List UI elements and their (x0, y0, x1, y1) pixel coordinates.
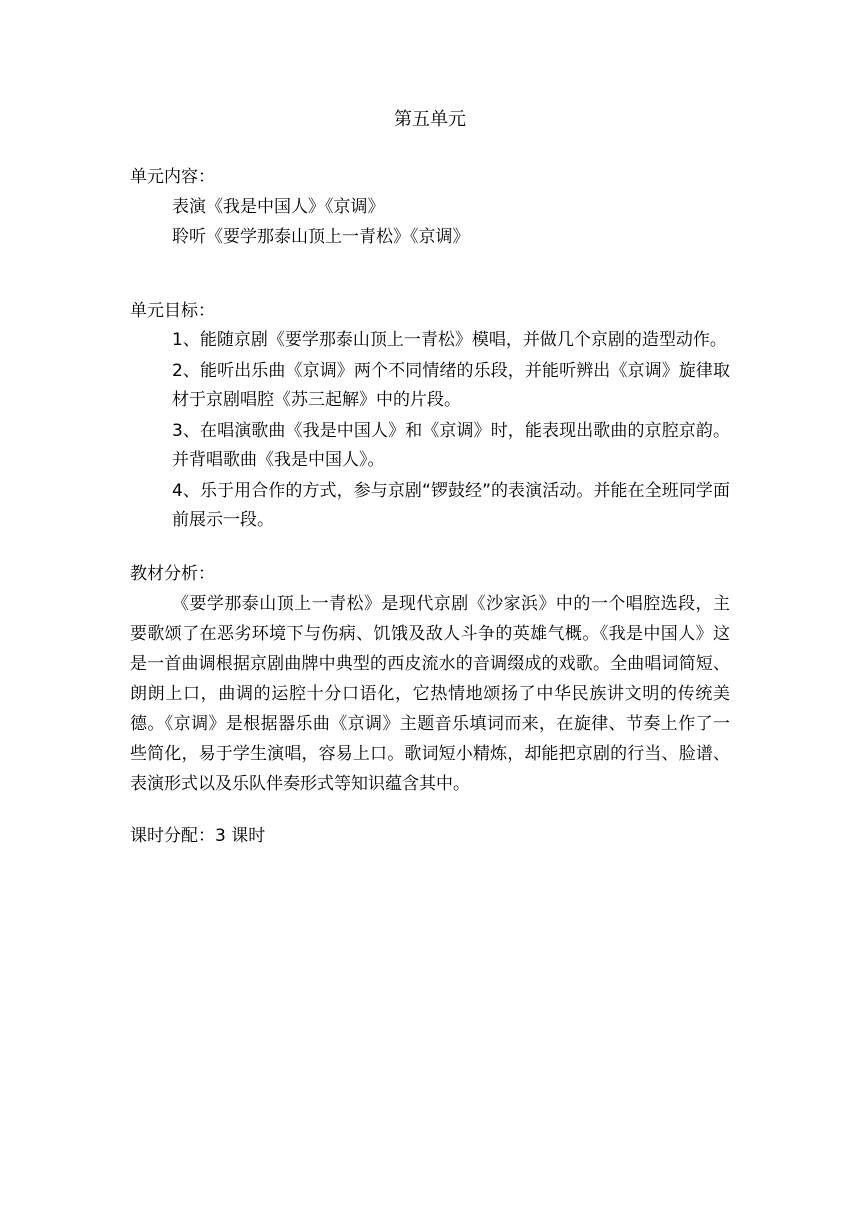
unit-content-heading: 单元内容： (130, 167, 215, 187)
unit-content-item: 聆听《要学那泰山顶上一青松》《京调》 (172, 227, 470, 247)
unit-goal-item: 1、能随京剧《要学那泰山顶上一青松》模唱，并做几个京剧的造型动作。 (172, 330, 727, 350)
section-spacer (130, 799, 730, 821)
unit-goal-item: 4、乐于用合作的方式，参与京剧“锣鼓经”的表演活动。并能在全班同学面前展示一段。 (172, 481, 730, 530)
section-spacer (130, 252, 730, 296)
unit-goals-section (130, 296, 730, 535)
document-content (130, 104, 730, 851)
class-hours: 课时分配：3 课时 (130, 826, 266, 846)
unit-content-section (130, 162, 730, 252)
unit-goals-heading: 单元目标： (130, 301, 215, 321)
page-title: 第五单元 (394, 109, 466, 130)
unit-goal-item: 3、在唱演歌曲《我是中国人》和《京调》时，能表现出歌曲的京腔京韵。并背唱歌曲《我是中国人》。 (172, 421, 730, 470)
unit-content-item: 表演《我是中国人》《京调》 (172, 197, 385, 217)
unit-goal-item: 2、能听出乐曲《京调》两个不同情绪的乐段，并能听辨出《京调》旋律取材于京剧唱腔《苏三起解》中的片段。 (172, 361, 730, 410)
material-analysis-body: 《要学那泰山顶上一青松》是现代京剧《沙家浜》中的一个唱腔选段，主要歌颂了在恶劣环境下与伤病、饥饿及敌人斗争的英雄气概。《我是中国人》这是一首曲调根据京剧曲牌中典型的西皮流水的音调缀成的戏歌。全曲唱词简短、朗朗上口，曲调的运腔十分口语化，它热情地颂扬了中华民族讲文明的传统美德。《京调》是根据器乐曲《京调》主题音乐填词而来，在旋律、节奏上作了一些简化，易于学生演唱，容易上口。歌词短小精炼，却能把京剧的行当、脸谱、表演形式以及乐队伴奏形式等知识蕴含其中。 (130, 594, 730, 794)
material-analysis-section (130, 559, 730, 799)
section-spacer (130, 537, 730, 559)
material-analysis-heading: 教材分析： (130, 564, 215, 584)
